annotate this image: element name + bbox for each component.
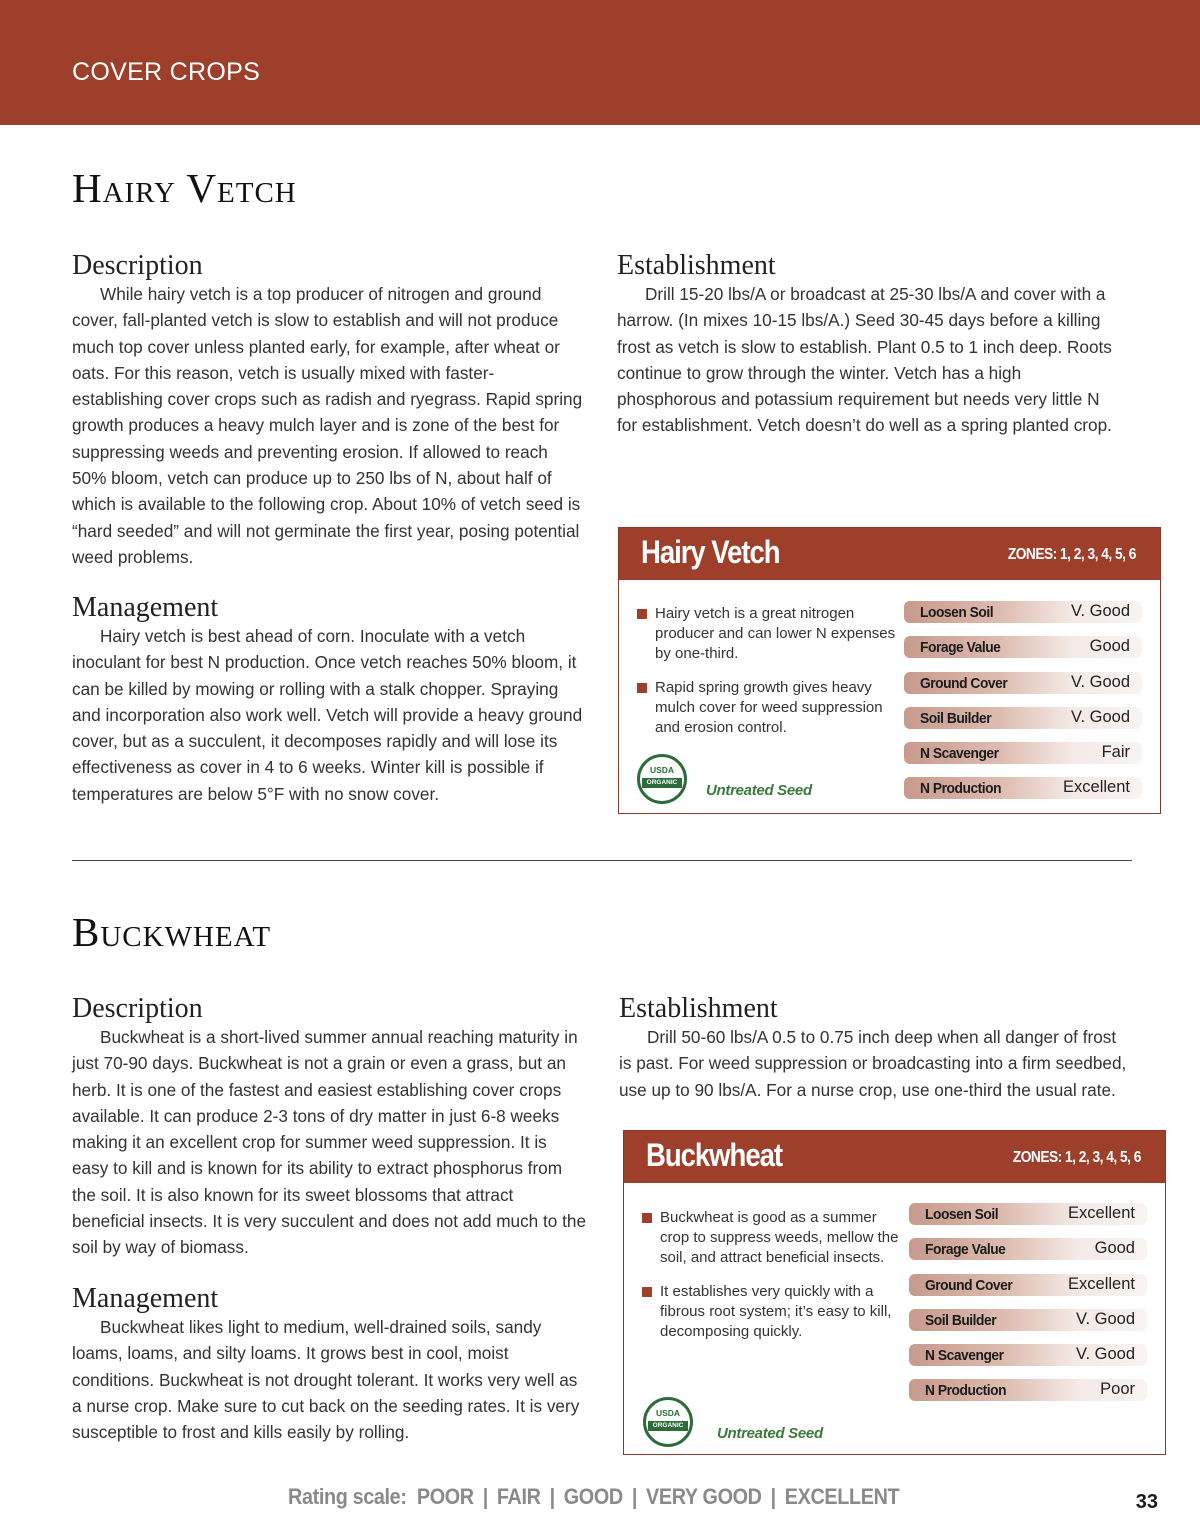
rating-ground-cover: [909, 1274, 1147, 1296]
rating-soil-builder: [909, 1309, 1147, 1331]
benefit-item: [637, 604, 899, 664]
bullet-square-icon: [642, 1287, 652, 1297]
rating-label: Forage Value: [925, 1241, 1006, 1259]
rating-value: Good: [1094, 1239, 1135, 1258]
rating-label: N Scavenger: [925, 1347, 1004, 1365]
establishment-section: [617, 251, 1122, 439]
management-section: [72, 593, 584, 807]
section-heading: Establishment: [619, 993, 778, 1024]
zones-label: ZONES: 1, 2, 3, 4, 5, 6: [1012, 1149, 1141, 1166]
crop-card-buckwheat: [623, 1130, 1166, 1455]
untreated-seed-note: Untreated Seed: [706, 782, 812, 799]
benefit-text: Hairy vetch is a great nitrogen producer and can lower N expenses by one-third.: [655, 605, 896, 662]
establishment-text: Drill 50-60 lbs/A 0.5 to 0.75 inch deep when all danger of frost is past. For weed suppression or broadcasting into a firm seedbed, use up to 90 lbs/A. For a nurse crop, use one-third the usual rate.: [619, 1027, 1127, 1100]
section-heading: Management: [72, 1283, 219, 1314]
rating-value: Excellent: [1063, 778, 1130, 797]
scale-step: FAIR: [496, 1484, 541, 1509]
seal-top-text: USDA: [649, 765, 675, 775]
rating-label: Soil Builder: [925, 1311, 997, 1329]
rating-soil-builder: [904, 707, 1142, 729]
benefit-text: Rapid spring growth gives heavy mulch cover for weed suppression and erosion control.: [655, 679, 883, 736]
management-section: [72, 1284, 587, 1445]
bullet-square-icon: [642, 1213, 652, 1223]
rating-value: V. Good: [1070, 602, 1130, 620]
untreated-seed-note: Untreated Seed: [717, 1425, 823, 1442]
rating-ground-cover: [904, 672, 1142, 694]
rating-label: N Production: [925, 1382, 1007, 1400]
section-label: COVER CROPS: [72, 58, 261, 86]
description-section: [72, 994, 587, 1261]
rating-label: Ground Cover: [925, 1276, 1013, 1294]
crop-title-buckwheat: Buckwheat: [72, 909, 272, 955]
rating-loosen-soil: [909, 1203, 1147, 1225]
benefit-item: [637, 678, 899, 738]
rating-value: V. Good: [1070, 707, 1130, 726]
scale-step: POOR: [416, 1484, 474, 1509]
header-band: [0, 0, 1200, 125]
benefit-item: [642, 1208, 904, 1268]
section-heading: Description: [72, 250, 203, 281]
page-number: 33: [1135, 1491, 1158, 1513]
benefit-text: It establishes very quickly with a fibrous root system; it’s easy to kill, decomposing quickly.: [660, 1283, 892, 1340]
management-text: Hairy vetch is best ahead of corn. Inoculate with a vetch inoculant for best N production. Once vetch reaches 50% bloom, it can be killed by mowing or rolling with a stalk chopper. Spraying and incorporation also work well. Vetch will provide a heavy ground cover, but as a succulent, it decomposes rapidly and will lose its effectiveness as cover in 4 to 6 weeks. Winter kill is possible if temperatures are below 5°F with no snow cover.: [72, 626, 583, 804]
card-title: Hairy Vetch: [641, 534, 780, 570]
benefit-list: [642, 1208, 904, 1356]
usda-organic-seal-icon: [643, 1397, 693, 1447]
section-divider: [72, 860, 1132, 861]
bullet-square-icon: [637, 683, 647, 693]
ratings-panel: [909, 1203, 1147, 1415]
seal-band-text: ORGANIC: [642, 778, 682, 788]
rating-value: Excellent: [1068, 1274, 1135, 1293]
rating-n-production: [909, 1379, 1147, 1401]
scale-step: GOOD: [563, 1484, 623, 1509]
seal-band-text: ORGANIC: [648, 1421, 688, 1431]
rating-label: Loosen Soil: [925, 1206, 999, 1223]
card-header: [624, 1131, 1165, 1183]
establishment-section: [619, 994, 1129, 1103]
description-text: While hairy vetch is a top producer of nitrogen and ground cover, fall-planted vetch is slow to establish and will not produce much top cover unless planted early, for example, after wheat or oats. For this reason, vetch is usually mixed with faster-establishing cover crops such as radish and ryegrass. Rapid spring growth produces a heavy mulch layer and is zone of the best for suppressing weeds and preventing erosion. If allowed to reach 50% bloom, vetch can produce up to 250 lbs of N, about half of which is available to the following crop. About 10% of vetch seed is “hard seeded” and will not germinate the first year, posing potential weed problems.: [72, 284, 583, 567]
benefit-item: [642, 1282, 904, 1342]
usda-organic-seal-icon: [637, 754, 687, 804]
rating-scale: Rating scale: POOR | FAIR | GOOD | VERY GOOD | EXCELLENT: [288, 1484, 900, 1509]
rating-value: Excellent: [1068, 1204, 1135, 1222]
bullet-square-icon: [637, 609, 647, 619]
rating-value: Fair: [1101, 743, 1130, 762]
establishment-text: Drill 15-20 lbs/A or broadcast at 25-30 lbs/A and cover with a harrow. (In mixes 10-15 lbs/A.) Seed 30-45 days before a killing frost as vetch is slow to establish. Plant 0.5 to 1 inch deep. Roots continue to grow through the winter. Vetch has a high phosphorous and potassium requirement but needs very little N for establishment. Vetch doesn’t do well as a spring planted crop.: [617, 284, 1112, 436]
rating-label: N Production: [920, 780, 1002, 798]
crop-title-hairy-vetch: Hairy Vetch: [72, 165, 297, 211]
crop-card-hairy-vetch: [618, 527, 1161, 814]
rating-forage-value: [909, 1238, 1147, 1260]
scale-step: EXCELLENT: [784, 1484, 900, 1509]
card-title: Buckwheat: [646, 1137, 783, 1173]
management-text: Buckwheat likes light to medium, well-drained soils, sandy loams, loams, and silty loams. It grows best in cool, moist conditions. Buckwheat is not drought tolerant. It works very well as a nurse crop. Make sure to cut back on the seeding rates. It is very susceptible to frost and kills easily by rolling.: [72, 1317, 580, 1443]
scale-step: VERY GOOD: [646, 1484, 762, 1509]
rating-label: Soil Builder: [920, 709, 992, 727]
seal-top-text: USDA: [655, 1408, 681, 1418]
description-section: [72, 251, 584, 570]
rating-label: N Scavenger: [920, 745, 999, 763]
benefit-text: Buckwheat is good as a summer crop to suppress weeds, mellow the soil, and attract beneficial insects.: [660, 1209, 899, 1266]
rating-value: V. Good: [1070, 672, 1130, 691]
rating-n-scavenger: [909, 1344, 1147, 1366]
rating-forage-value: [904, 636, 1142, 658]
ratings-panel: [904, 601, 1142, 813]
rating-value: Good: [1089, 637, 1130, 656]
rating-n-scavenger: [904, 742, 1142, 764]
benefit-list: [637, 604, 899, 752]
rating-value: V. Good: [1075, 1345, 1135, 1364]
section-heading: Description: [72, 993, 203, 1024]
section-heading: Management: [72, 592, 219, 623]
description-text: Buckwheat is a short-lived summer annual reaching maturity in just 70-90 days. Buckwheat is not a grain or even a grass, but an herb. It is one of the fastest and easiest establishing cover crops available. It can produce 2-3 tons of dry matter in just 6-8 weeks making it an excellent crop for summer weed suppression. It is easy to kill and is known for its ability to extract phosphorus from the soil. It is also known for its sweet blossoms that attract beneficial insects. It is very succulent and does not add much to the soil by way of biomass.: [72, 1027, 587, 1258]
rating-loosen-soil: [904, 601, 1142, 623]
rating-label: Ground Cover: [920, 674, 1008, 692]
rating-scale-label: Rating scale:: [288, 1484, 407, 1509]
rating-label: Loosen Soil: [920, 604, 994, 621]
section-heading: Establishment: [617, 250, 776, 281]
rating-value: V. Good: [1075, 1309, 1135, 1328]
rating-n-production: [904, 777, 1142, 799]
zones-label: ZONES: 1, 2, 3, 4, 5, 6: [1007, 546, 1136, 563]
card-header: [619, 528, 1160, 580]
rating-label: Forage Value: [920, 639, 1001, 657]
rating-value: Poor: [1100, 1380, 1135, 1399]
